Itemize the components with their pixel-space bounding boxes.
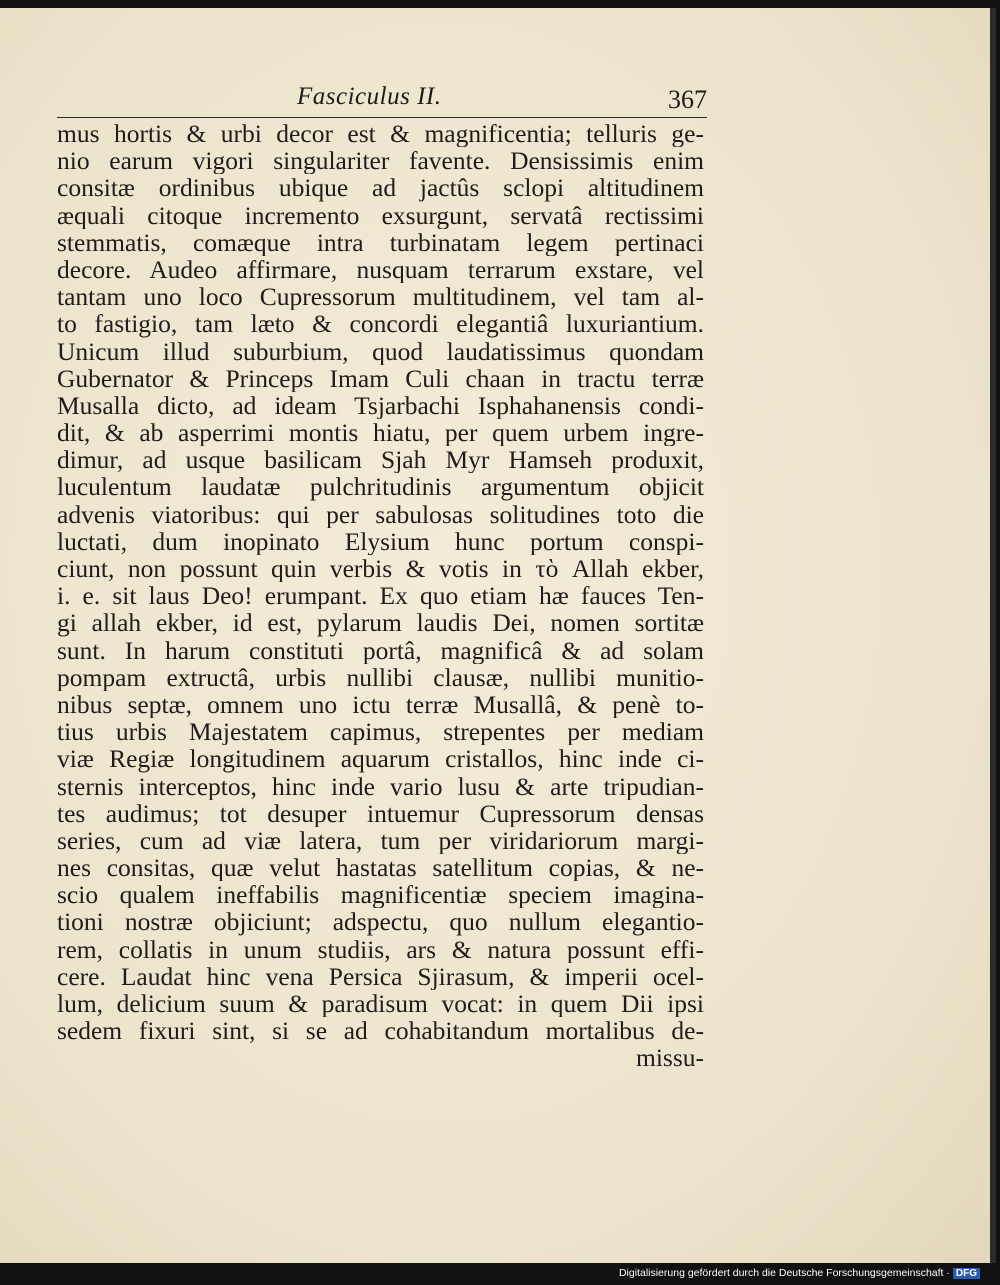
dfg-logo: DFG	[953, 1268, 980, 1279]
text-line: i. e. sit laus Deo! erumpant. Ex quo etiam hæ fauces Ten-	[57, 582, 704, 610]
text-line: stemmatis, comæque intra turbinatam legem pertinaci	[57, 228, 704, 256]
text-line: Gubernator & Princeps Imam Culi chaan in tractu terræ	[57, 364, 704, 392]
text-line: mus hortis & urbi decor est & magnificentia; telluris ge-	[57, 120, 704, 148]
text-line: dit, & ab asperrimi montis hiatu, per quem urbem ingre-	[57, 419, 704, 447]
text-line: lum, delicium suum & paradisum vocat: in quem Dii ipsi	[57, 990, 704, 1018]
text-line: tes audimus; tot desuper intuemur Cupressorum densas	[57, 799, 704, 827]
credit-text: Digitalisierung gefördert durch die Deutsche Forschungsgemeinschaft ·	[618, 1267, 950, 1279]
text-line: gi allah ekber, id est, pylarum laudis Dei, nomen sortitæ	[57, 609, 704, 637]
text-line: consitæ ordinibus ubique ad jactûs sclopi altitudinem	[57, 174, 704, 202]
document-page	[0, 8, 996, 1263]
text-line: rem, collatis in unum studiis, ars & natura possunt effi-	[57, 935, 704, 963]
text-line: cere. Laudat hinc vena Persica Sjirasum, & imperii ocel-	[57, 962, 704, 990]
text-line: nio earum vigori singulariter favente. Densissimis enim	[57, 147, 704, 175]
page-header	[57, 83, 707, 118]
text-line: viæ Regiæ longitudinem aquarum cristallos, hinc inde ci-	[57, 745, 704, 773]
text-line: nes consitas, quæ velut hastatas satellitum copias, & ne-	[57, 854, 704, 882]
catchword: missu-	[635, 1044, 704, 1072]
page-number: 367	[668, 85, 707, 114]
text-line: dimur, ad usque basilicam Sjah Myr Hamseh produxit,	[57, 446, 704, 474]
text-line: series, cum ad viæ latera, tum per viridariorum margi-	[57, 826, 704, 855]
text-line: Unicum illud suburbium, quod laudatissimus quondam	[57, 337, 704, 365]
text-line: æquali citoque incremento exsurgunt, servatâ rectissimi	[57, 201, 704, 229]
text-line: tius urbis Majestatem capimus, strepentes per mediam	[57, 718, 704, 746]
text-line: decore. Audeo affirmare, nusquam terrarum exstare, vel	[57, 255, 704, 284]
text-line: tantam uno loco Cupressorum multitudinem, vel tam al-	[57, 283, 704, 311]
text-line: luculentum laudatæ pulchritudinis argumentum objicit	[57, 473, 704, 501]
text-line: sternis interceptos, hinc inde vario lusu & arte tripudian-	[57, 772, 704, 800]
text-line: tioni nostræ objiciunt; adspectu, quo nullum elegantio-	[57, 908, 704, 936]
text-line: Musalla dicto, ad ideam Tsjarbachi Isphahanensis condi-	[57, 391, 704, 420]
digitization-credit	[619, 1267, 980, 1279]
text-line: pompam extructâ, urbis nullibi clausæ, nullibi munitio-	[57, 663, 704, 691]
running-title: Fasciculus II.	[297, 83, 442, 110]
text-line: sedem fixuri sint, si se ad cohabitandum mortalibus de-	[57, 1017, 704, 1045]
text-line: advenis viatoribus: qui per sabulosas solitudines toto die	[57, 500, 704, 528]
text-line: nibus septæ, omnem uno ictu terræ Musallâ, & penè to-	[57, 690, 704, 719]
text-line: scio qualem ineffabilis magnificentiæ speciem imagina-	[57, 881, 704, 909]
text-line: sunt. In harum constituti portâ, magnificâ & ad solam	[57, 636, 704, 664]
text-line: ciunt, non possunt quin verbis & votis in τὸ Allah ekber,	[57, 555, 704, 583]
text-line: luctati, dum inopinato Elysium hunc portum conspi-	[57, 527, 704, 555]
body-text	[57, 120, 704, 1072]
text-line: to fastigio, tam læto & concordi elegantiâ luxuriantium.	[57, 310, 704, 338]
